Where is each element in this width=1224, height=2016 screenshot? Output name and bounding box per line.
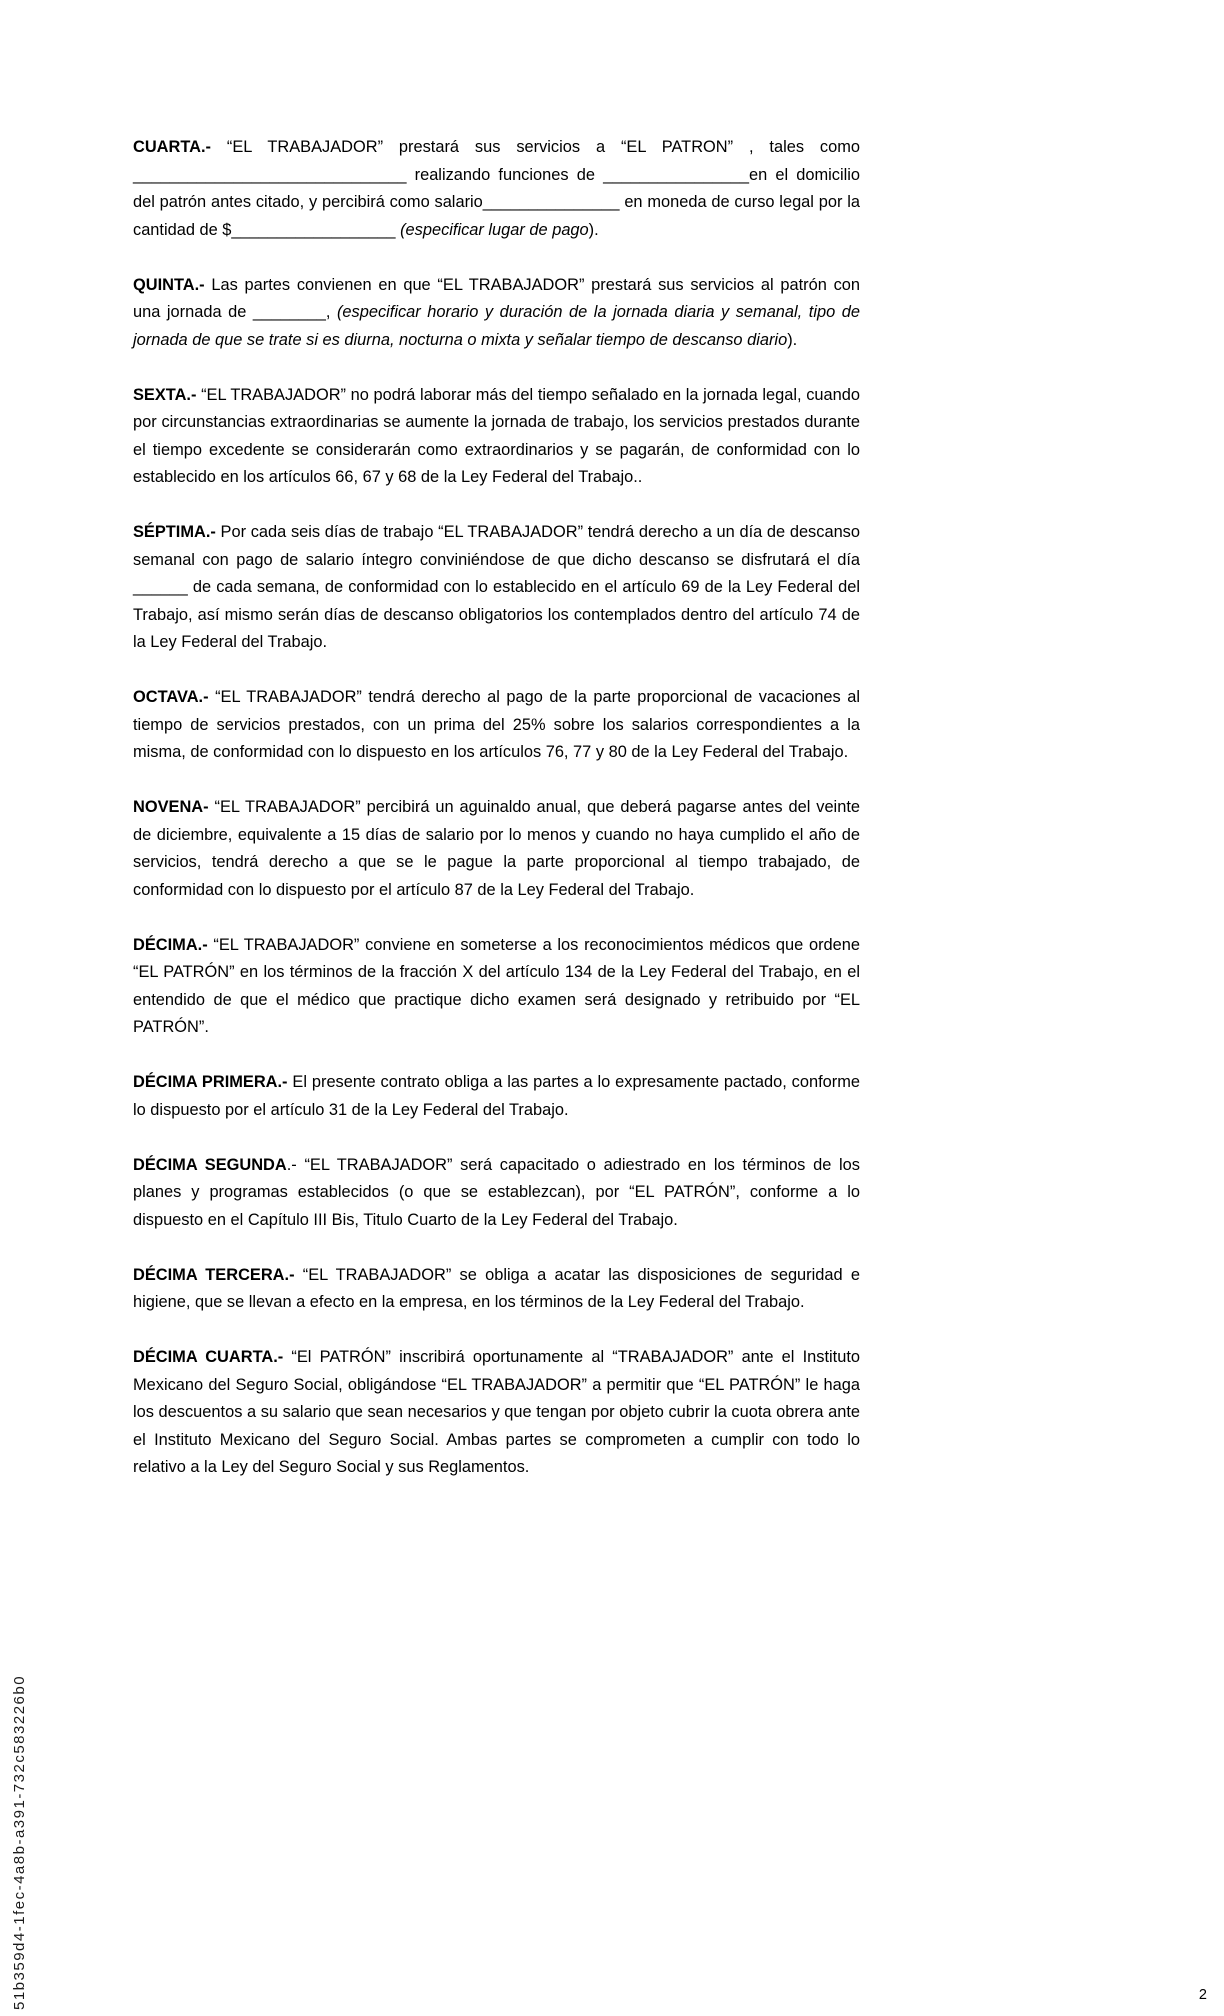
text-segment: DÉCIMA CUARTA.- (133, 1348, 284, 1366)
text-segment: CUARTA.- (133, 138, 211, 156)
text-segment: .- “EL TRABAJADOR” será capacitado o adiestrado en los términos de los planes y programas establecidos (o que se establezcan), por “EL PATRÓN”, conforme a lo dispuesto en el Capítulo III Bis, Titulo Cuarto de la Ley Federal del Trabajo. (133, 1155, 860, 1229)
text-segment: NOVENA- (133, 798, 209, 816)
text-segment: OCTAVA.- (133, 688, 209, 706)
text-segment: DÉCIMA PRIMERA.- (133, 1073, 288, 1091)
paragraph-novena (133, 794, 860, 904)
text-segment: “EL TRABAJADOR” se obliga a acatar las disposiciones de seguridad e higiene, que se llevan a efecto en la empresa, en los términos de la Ley Federal del Trabajo. (133, 1265, 860, 1311)
text-segment: Las partes convienen en que “EL TRABAJADOR” prestará sus servicios al patrón con una jornada de ________, (133, 275, 860, 321)
text-segment: El presente contrato obliga a las partes a lo expresamente pactado, conforme lo dispuesto por el artículo 31 de la Ley Federal del Trabajo. (133, 1073, 860, 1119)
paragraph-decima-cuarta (133, 1344, 860, 1482)
paragraph-decima (133, 932, 860, 1042)
text-segment: (especificar horario y duración de la jornada diaria y semanal, tipo de jornada de que se trate si es diurna, nocturna o mixta y señalar tiempo de descanso diario (133, 303, 860, 349)
text-segment: “EL TRABAJADOR” tendrá derecho al pago de la parte proporcional de vacaciones al tiempo de servicios prestados, con un prima del 25% sobre los salarios correspondientes a la misma, de conformidad con lo dispuesto en los artículos 76, 77 y 80 de la Ley Federal del Trabajo. (133, 688, 860, 761)
paragraph-quinta (133, 272, 860, 355)
paragraph-sexta (133, 382, 860, 492)
contract-body (133, 134, 860, 1509)
text-segment: “El PATRÓN” inscribirá oportunamente al “TRABAJADOR” ante el Instituto Mexicano del Seguro Social, obligándose “EL TRABAJADOR” a permitir que “EL PATRÓN” le haga los descuentos a su salario que sean necesarios y que tengan por objeto cubrir la cuota obrera ante el Instituto Mexicano del Seguro Social. Ambas partes se comprometen a cumplir con todo lo relativo a la Ley del Seguro Social y sus Reglamentos. (133, 1348, 860, 1476)
text-segment: (especificar lugar de pago (400, 220, 589, 239)
text-segment: ). (787, 330, 798, 349)
paragraph-septima (133, 519, 860, 657)
text-segment: QUINTA.- (133, 275, 205, 294)
page-number: 2 (1198, 1987, 1207, 2003)
text-segment: “EL TRABAJADOR” percibirá un aguinaldo anual, que deberá pagarse antes del veinte de diciembre, equivalente a 15 días de salario por lo menos y cuando no haya cumplido el año de servicios, tendrá derecho a que se le pague la parte proporcional al tiempo trabajado, de conformidad con lo dispuesto por el artículo 87 de la Ley Federal del Trabajo. (133, 798, 860, 899)
paragraph-octava (133, 684, 860, 767)
text-segment: “EL TRABAJADOR” no podrá laborar más del tiempo señalado en la jornada legal, cuando por circunstancias extraordinarias se aumente la jornada de trabajo, los servicios prestados durante el tiempo excedente se considerarán como extraordinarios y se pagarán, de conformidad con lo establecido en los artículos 66, 67 y 68 de la Ley Federal del Trabajo.. (133, 385, 860, 486)
text-segment: SÉPTIMA.- (133, 523, 216, 541)
text-segment: DÉCIMA TERCERA.- (133, 1265, 295, 1284)
paragraph-decima-primera (133, 1069, 860, 1124)
paragraph-cuarta (133, 134, 860, 244)
paragraph-decima-tercera (133, 1262, 860, 1317)
text-segment: DÉCIMA SEGUNDA (133, 1155, 287, 1174)
text-segment: ). (588, 220, 599, 239)
text-segment: “EL TRABAJADOR” conviene en someterse a los reconocimientos médicos que ordene “EL PATRÓN” en los términos de la fracción X del artículo 134 de la Ley Federal del Trabajo, en el entendido de que el médico que practique dicho examen será designado y retribuido por “EL PATRÓN”. (133, 935, 860, 1036)
document-id-watermark: 51b359d4-1fec-4a8b-a391-732c583226b0 (11, 1674, 28, 2010)
text-segment: SEXTA.- (133, 385, 197, 404)
text-segment: “EL TRABAJADOR” prestará sus servicios a “EL PATRON” , tales como ______________________________ realizando funciones de ________________en el domicilio del patrón antes citado, y percibirá como salario_______________ en moneda de curso legal por la cantidad de $__________________ (133, 138, 860, 239)
paragraph-decima-segunda (133, 1152, 860, 1235)
text-segment: Por cada seis días de trabajo “EL TRABAJADOR” tendrá derecho a un día de descanso semanal con pago de salario íntegro conviniéndose de que dicho descanso se disfrutará el día ______ de cada semana, de conformidad con lo establecido en el artículo 69 de la Ley Federal del Trabajo, así mismo serán días de descanso obligatorios los contemplados dentro del artículo 74 de la Ley Federal del Trabajo. (133, 523, 860, 651)
text-segment: DÉCIMA.- (133, 935, 208, 954)
